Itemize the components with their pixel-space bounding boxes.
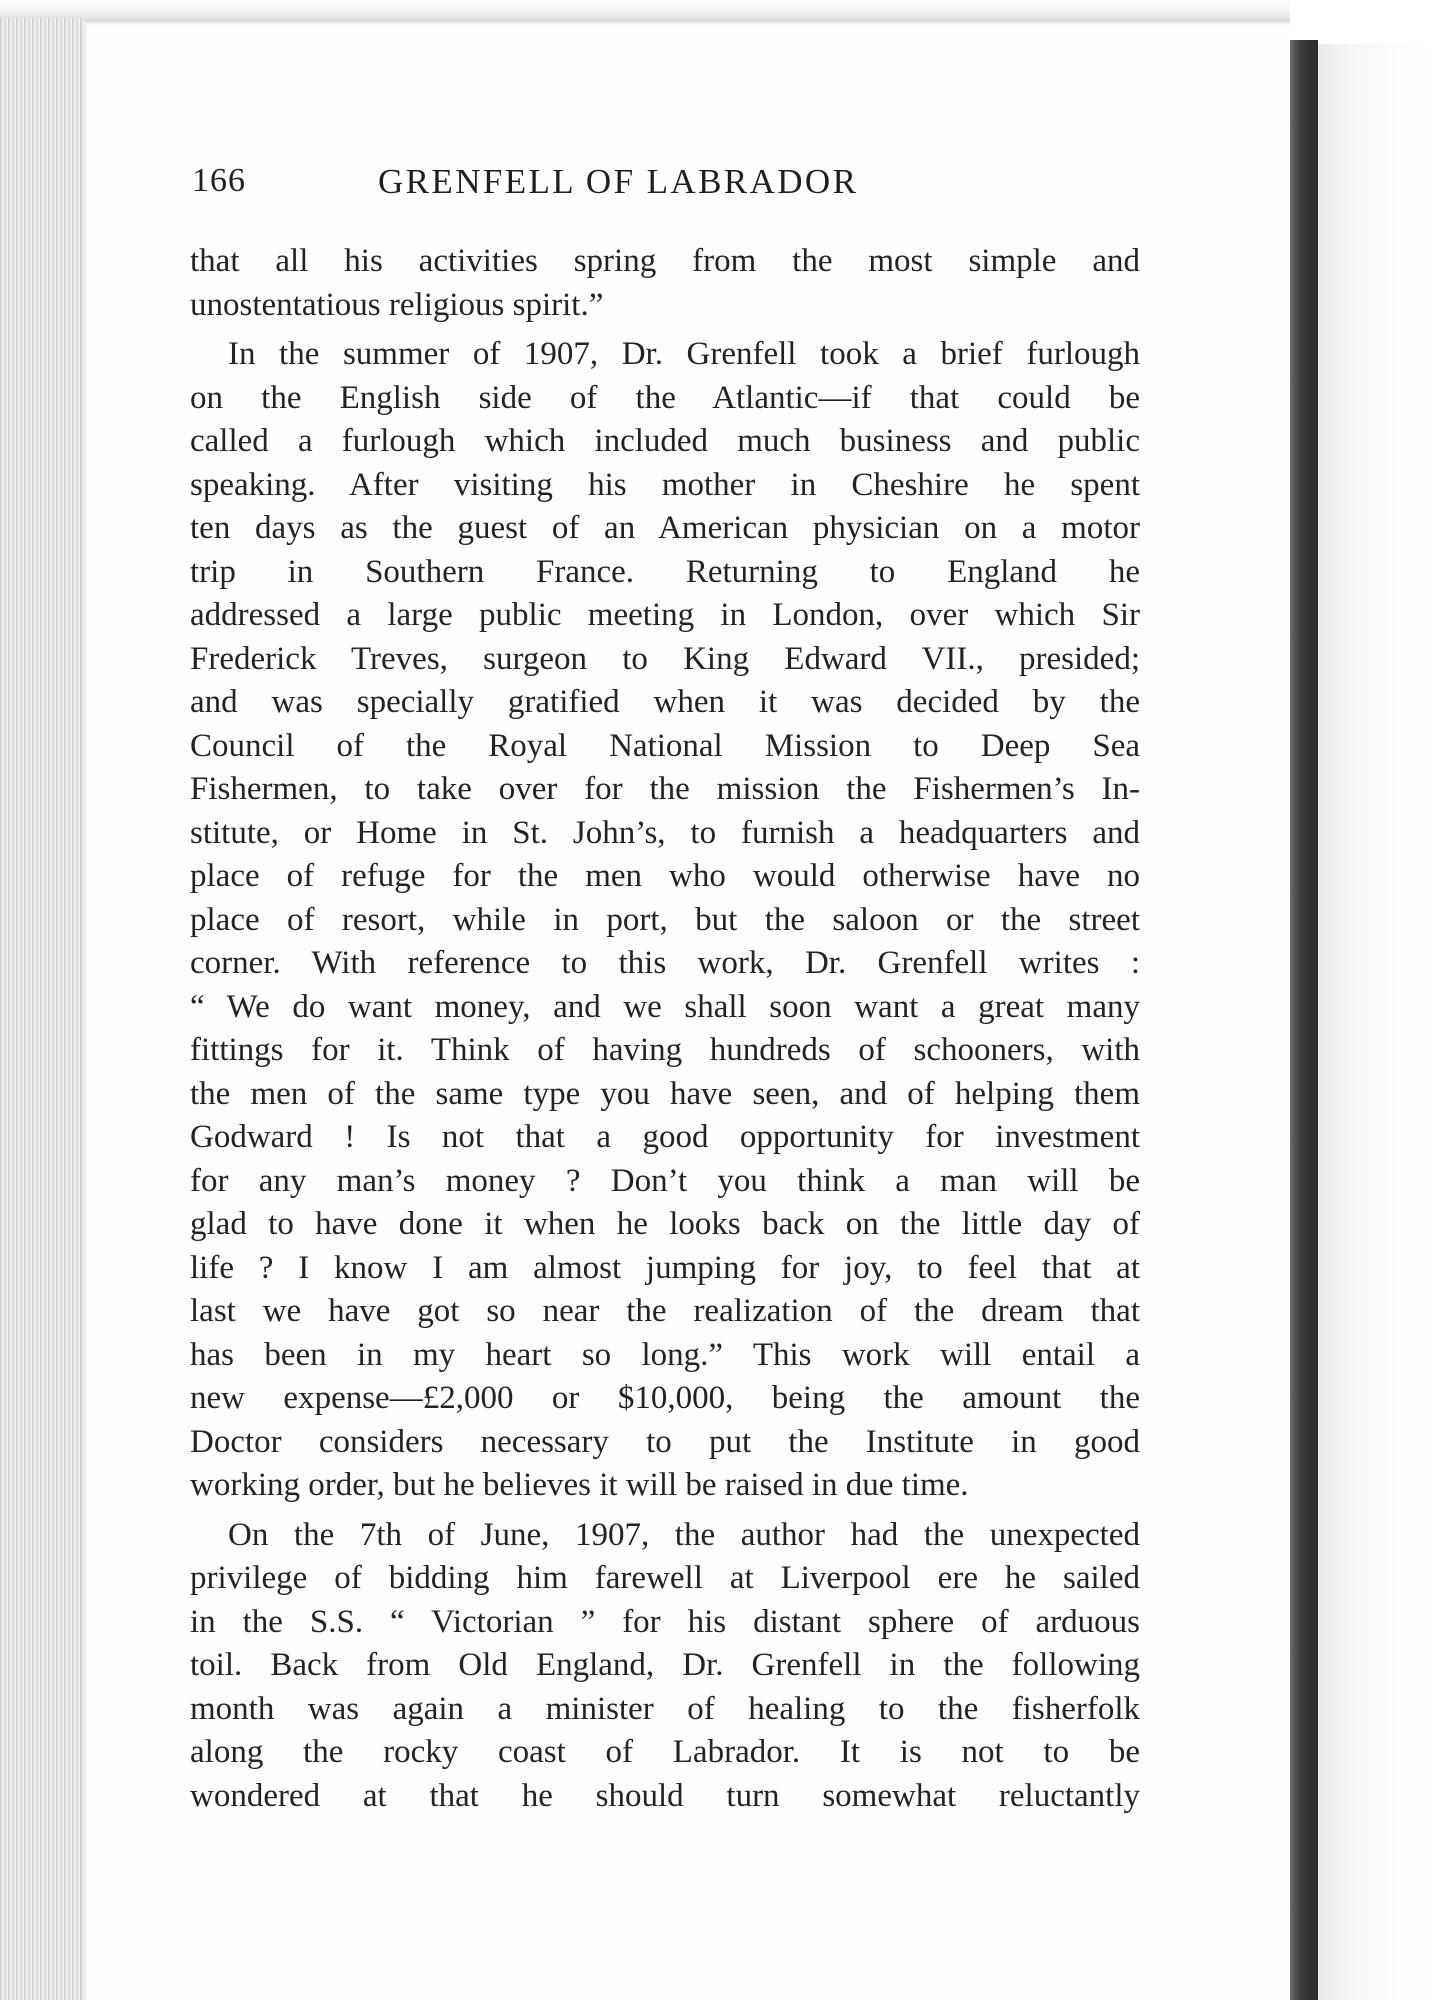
page-header	[192, 162, 952, 212]
text-line: on the English side of the Atlantic—if that could be	[190, 379, 1140, 416]
text-line: Godward ! Is not that a good opportunity for investment	[190, 1119, 1140, 1155]
text-line: “ We do want money, and we shall soon want a great many	[190, 988, 1140, 1025]
text-line: ten days as the guest of an American physician on a motor	[190, 510, 1140, 546]
text-line: called a furlough which included much business and public	[190, 423, 1140, 459]
paragraph	[190, 1514, 1140, 1819]
text-line: toil. Back from Old England, Dr. Grenfell in the following	[190, 1647, 1140, 1683]
page-number: 166	[192, 162, 246, 199]
text-line: speaking. After visiting his mother in Cheshire he spent	[190, 466, 1140, 503]
text-line: unostentatious religious spirit.”	[190, 286, 604, 323]
text-line: for any man’s money ? Don’t you think a man will be	[190, 1162, 1140, 1199]
text-line: trip in Southern France. Returning to England he	[190, 553, 1140, 590]
paragraph	[190, 333, 1140, 1508]
text-line: Fishermen, to take over for the mission the Fishermen’s In-	[190, 771, 1140, 807]
text-line: In the summer of 1907, Dr. Grenfell took a brief furlough	[228, 336, 1140, 372]
text-line: in the S.S. “ Victorian ” for his distant sphere of arduous	[190, 1603, 1140, 1640]
text-line: that all his activities spring from the most simple and	[190, 243, 1140, 279]
text-line: place of resort, while in port, but the saloon or the street	[190, 901, 1140, 938]
paragraph	[190, 240, 1140, 327]
binding-gutter	[1290, 40, 1318, 2000]
text-line: corner. With reference to this work, Dr. Grenfell writes :	[190, 945, 1140, 981]
text-line: fittings for it. Think of having hundreds of schooners, with	[190, 1032, 1140, 1068]
facing-page-edge	[1318, 44, 1432, 2000]
text-line: the men of the same type you have seen, and of helping them	[190, 1075, 1140, 1112]
text-line: place of refuge for the men who would otherwise have no	[190, 858, 1140, 894]
text-line: privilege of bidding him farewell at Liverpool ere he sailed	[190, 1560, 1140, 1596]
text-line: last we have got so near the realization of the dream that	[190, 1293, 1140, 1329]
text-line: and was specially gratified when it was decided by the	[190, 684, 1140, 720]
text-line: glad to have done it when he looks back on the little day of	[190, 1206, 1140, 1242]
text-line: Doctor considers necessary to put the Institute in good	[190, 1423, 1140, 1460]
text-line: month was again a minister of healing to the fisherfolk	[190, 1690, 1140, 1727]
text-line: wondered at that he should turn somewhat reluctantly	[190, 1777, 1140, 1814]
page-stack-top-edge	[0, 0, 1290, 22]
running-title: GRENFELL OF LABRADOR	[378, 162, 859, 201]
text-line: new expense—£2,000 or $10,000, being the amount the	[190, 1380, 1140, 1416]
text-line: working order, but he believes it will be raised in due time.	[190, 1467, 969, 1503]
page-stack-left-edge	[0, 18, 84, 2000]
body-text	[190, 240, 1140, 1818]
text-line: addressed a large public meeting in London, over which Sir	[190, 597, 1140, 633]
text-line: Frederick Treves, surgeon to King Edward VII., presided;	[190, 640, 1140, 677]
text-line: Council of the Royal National Mission to Deep Sea	[190, 727, 1140, 764]
text-line: stitute, or Home in St. John’s, to furnish a headquarters and	[190, 814, 1140, 851]
text-line: has been in my heart so long.” This work will entail a	[190, 1336, 1140, 1373]
text-line: life ? I know I am almost jumping for joy, to feel that at	[190, 1249, 1140, 1286]
text-line: along the rocky coast of Labrador. It is not to be	[190, 1734, 1140, 1770]
text-line: On the 7th of June, 1907, the author had the unexpected	[228, 1516, 1140, 1553]
